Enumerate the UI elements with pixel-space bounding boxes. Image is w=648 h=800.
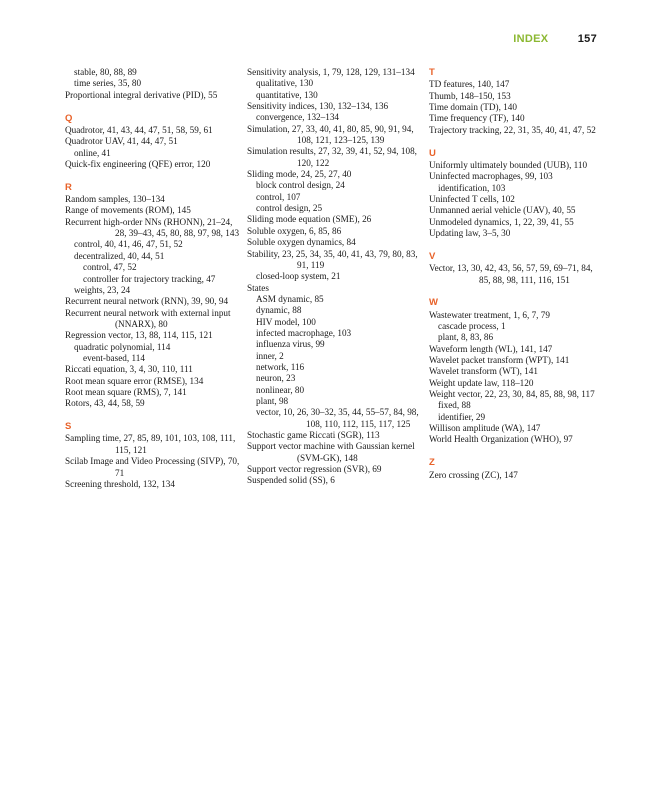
index-subentry: HIV model, 100 bbox=[256, 316, 316, 327]
section-letter-heading: U bbox=[429, 147, 436, 159]
index-subentry: influenza virus, 99 bbox=[256, 339, 325, 350]
index-entry: Suspended solid (SS), 6 bbox=[247, 475, 335, 486]
index-subentry: quantitative, 130 bbox=[256, 89, 318, 100]
index-entry: World Health Organization (WHO), 97 bbox=[429, 434, 573, 445]
index-entry: Screening threshold, 132, 134 bbox=[65, 478, 175, 489]
index-entry: Rotors, 43, 44, 58, 59 bbox=[65, 398, 145, 409]
index-column-1 bbox=[65, 67, 241, 490]
index-entry: Soluble oxygen, 6, 85, 86 bbox=[247, 225, 342, 236]
index-entry: Support vector regression (SVR), 69 bbox=[247, 464, 382, 475]
index-entry: Sliding mode, 24, 25, 27, 40 bbox=[247, 169, 352, 180]
index-subentry: decentralized, 40, 44, 51 bbox=[74, 250, 165, 261]
index-entry: Uniformly ultimately bounded (UUB), 110 bbox=[429, 159, 588, 170]
index-entry: Time frequency (TF), 140 bbox=[429, 113, 525, 124]
page-header bbox=[513, 33, 597, 45]
index-subentry: dynamic, 88 bbox=[256, 305, 302, 316]
running-title: INDEX bbox=[513, 33, 549, 45]
index-entry: Riccati equation, 3, 4, 30, 110, 111 bbox=[65, 364, 193, 375]
index-subentry: closed-loop system, 21 bbox=[256, 271, 341, 282]
index-subentry: fixed, 88 bbox=[438, 400, 471, 411]
index-entry: Support vector machine with Gaussian kernel (SVM-GK), 148 bbox=[247, 441, 415, 463]
index-subentry: event-based, 114 bbox=[83, 352, 145, 363]
index-subentry: time series, 35, 80 bbox=[74, 78, 142, 89]
index-entry: Quadrotor, 41, 43, 44, 47, 51, 58, 59, 61 bbox=[65, 124, 213, 135]
index-entry: Weight vector, 22, 23, 30, 84, 85, 88, 98, 117 bbox=[429, 389, 595, 400]
index-subentry: cascade process, 1 bbox=[438, 321, 506, 332]
section-letter-heading: W bbox=[429, 297, 438, 309]
index-subentry: nonlinear, 80 bbox=[256, 384, 305, 395]
index-entry: Zero crossing (ZC), 147 bbox=[429, 469, 518, 480]
index-entry: Random samples, 130–134 bbox=[65, 194, 165, 205]
index-entry: Recurrent neural network (RNN), 39, 90, 94 bbox=[65, 296, 229, 307]
index-entry: Sampling time, 27, 85, 89, 101, 103, 108, 111, 115, 121 bbox=[65, 433, 236, 455]
index-subentry: control, 47, 52 bbox=[83, 262, 137, 273]
index-entry: Time domain (TD), 140 bbox=[429, 102, 517, 113]
index-entry: Willison amplitude (WA), 147 bbox=[429, 423, 541, 434]
index-subentry: qualitative, 130 bbox=[256, 78, 314, 89]
index-entry: Sensitivity analysis, 1, 79, 128, 129, 131–134 bbox=[247, 67, 415, 77]
index-entry: Root mean square error (RMSE), 134 bbox=[65, 375, 204, 386]
index-entry: Recurrent neural network with external input (NNARX), 80 bbox=[65, 307, 231, 329]
index-entry: Quick-fix engineering (QFE) error, 120 bbox=[65, 158, 211, 169]
index-entry: Trajectory tracking, 22, 31, 35, 40, 41, 47, 52 bbox=[429, 124, 596, 135]
index-subentry: identification, 103 bbox=[438, 182, 506, 193]
index-entry: Simulation, 27, 33, 40, 41, 80, 85, 90, 91, 94, 108, 121, 123–125, 139 bbox=[247, 123, 414, 146]
index-entry: Proportional integral derivative (PID), 55 bbox=[65, 89, 218, 100]
index-subentry: network, 116 bbox=[256, 361, 305, 372]
section-letter-heading: V bbox=[429, 250, 436, 262]
section-letter-heading: T bbox=[429, 67, 435, 78]
index-entry: Simulation results, 27, 32, 39, 41, 52, 94, 108, 120, 122 bbox=[247, 146, 417, 168]
index-entry: Range of movements (ROM), 145 bbox=[65, 205, 191, 216]
index-subentry: neuron, 23 bbox=[256, 373, 296, 384]
index-entry: Weight update law, 118–120 bbox=[429, 377, 534, 388]
index-subentry: quadratic polynomial, 114 bbox=[74, 341, 171, 352]
index-subentry: control design, 25 bbox=[256, 203, 323, 214]
index-subentry: ASM dynamic, 85 bbox=[256, 293, 324, 304]
index-subentry: inner, 2 bbox=[256, 350, 284, 361]
index-entry: Vector, 13, 30, 42, 43, 56, 57, 59, 69–71, 84, 85, 88, 98, 111, 116, 151 bbox=[429, 263, 593, 285]
index-subentry: controller for trajectory tracking, 47 bbox=[83, 273, 216, 284]
index-entry: Unmodeled dynamics, 1, 22, 39, 41, 55 bbox=[429, 216, 574, 227]
index-subentry: plant, 98 bbox=[256, 395, 289, 406]
index-entry: Waveform length (WL), 141, 147 bbox=[429, 343, 553, 354]
section-letter-heading: S bbox=[65, 421, 72, 433]
index-subentry: stable, 80, 88, 89 bbox=[74, 67, 137, 77]
index-column-3 bbox=[429, 67, 605, 481]
index-entry: Stochastic game Riccati (SGR), 113 bbox=[247, 430, 380, 440]
index-entry: Uninfected macrophages, 99, 103 bbox=[429, 171, 553, 182]
section-letter-heading: R bbox=[65, 181, 72, 193]
index-entry: Scilab Image and Video Processing (SIVP), 70, 71 bbox=[65, 456, 240, 478]
index-subentry: weights, 23, 24 bbox=[74, 284, 131, 295]
index-entry: TD features, 140, 147 bbox=[429, 79, 510, 90]
index-entry: Uninfected T cells, 102 bbox=[429, 193, 515, 204]
section-letter-heading: Q bbox=[65, 112, 73, 124]
index-entry: Wavelet transform (WT), 141 bbox=[429, 366, 538, 377]
index-column-2 bbox=[247, 67, 419, 487]
index-entry: Sensitivity indices, 130, 132–134, 136 bbox=[247, 101, 389, 112]
index-entry: Wastewater treatment, 1, 6, 7, 79 bbox=[429, 309, 550, 320]
index-subentry: identifier, 29 bbox=[438, 411, 486, 422]
index-entry: Soluble oxygen dynamics, 84 bbox=[247, 237, 356, 248]
index-entry: Quadrotor UAV, 41, 44, 47, 51 bbox=[65, 136, 178, 147]
index-subentry: control, 107 bbox=[256, 191, 301, 202]
index-subentry: plant, 8, 83, 86 bbox=[438, 332, 494, 343]
index-entry: Regression vector, 13, 88, 114, 115, 121 bbox=[65, 330, 213, 341]
index-subentry: online, 41 bbox=[74, 147, 111, 158]
index-entry: States bbox=[247, 282, 269, 293]
index-subentry: block control design, 24 bbox=[256, 180, 345, 191]
index-entry: Recurrent high-order NNs (RHONN), 21–24, 28, 39–43, 45, 80, 88, 97, 98, 143 bbox=[65, 216, 240, 239]
index-entry: Unmanned aerial vehicle (UAV), 40, 55 bbox=[429, 205, 576, 216]
page-number: 157 bbox=[577, 33, 597, 45]
index-entry: Wavelet packet transform (WPT), 141 bbox=[429, 355, 570, 366]
index-entry: Root mean square (RMS), 7, 141 bbox=[65, 386, 187, 397]
index-subentry: infected macrophage, 103 bbox=[256, 327, 352, 338]
index-entry: Sliding mode equation (SME), 26 bbox=[247, 214, 372, 225]
index-entry: Updating law, 3–5, 30 bbox=[429, 227, 511, 238]
index-subentry: convergence, 132–134 bbox=[256, 112, 340, 123]
section-letter-heading: Z bbox=[429, 457, 435, 469]
index-subentry: control, 40, 41, 46, 47, 51, 52 bbox=[74, 239, 183, 250]
index-entry: Stability, 23, 25, 34, 35, 40, 41, 43, 79, 80, 83, 91, 119 bbox=[247, 248, 418, 270]
index-entry: Thumb, 148–150, 153 bbox=[429, 90, 511, 101]
index-subentry: vector, 10, 26, 30–32, 35, 44, 55–57, 84, 98, 108, 110, 112, 115, 117, 125 bbox=[256, 407, 419, 429]
